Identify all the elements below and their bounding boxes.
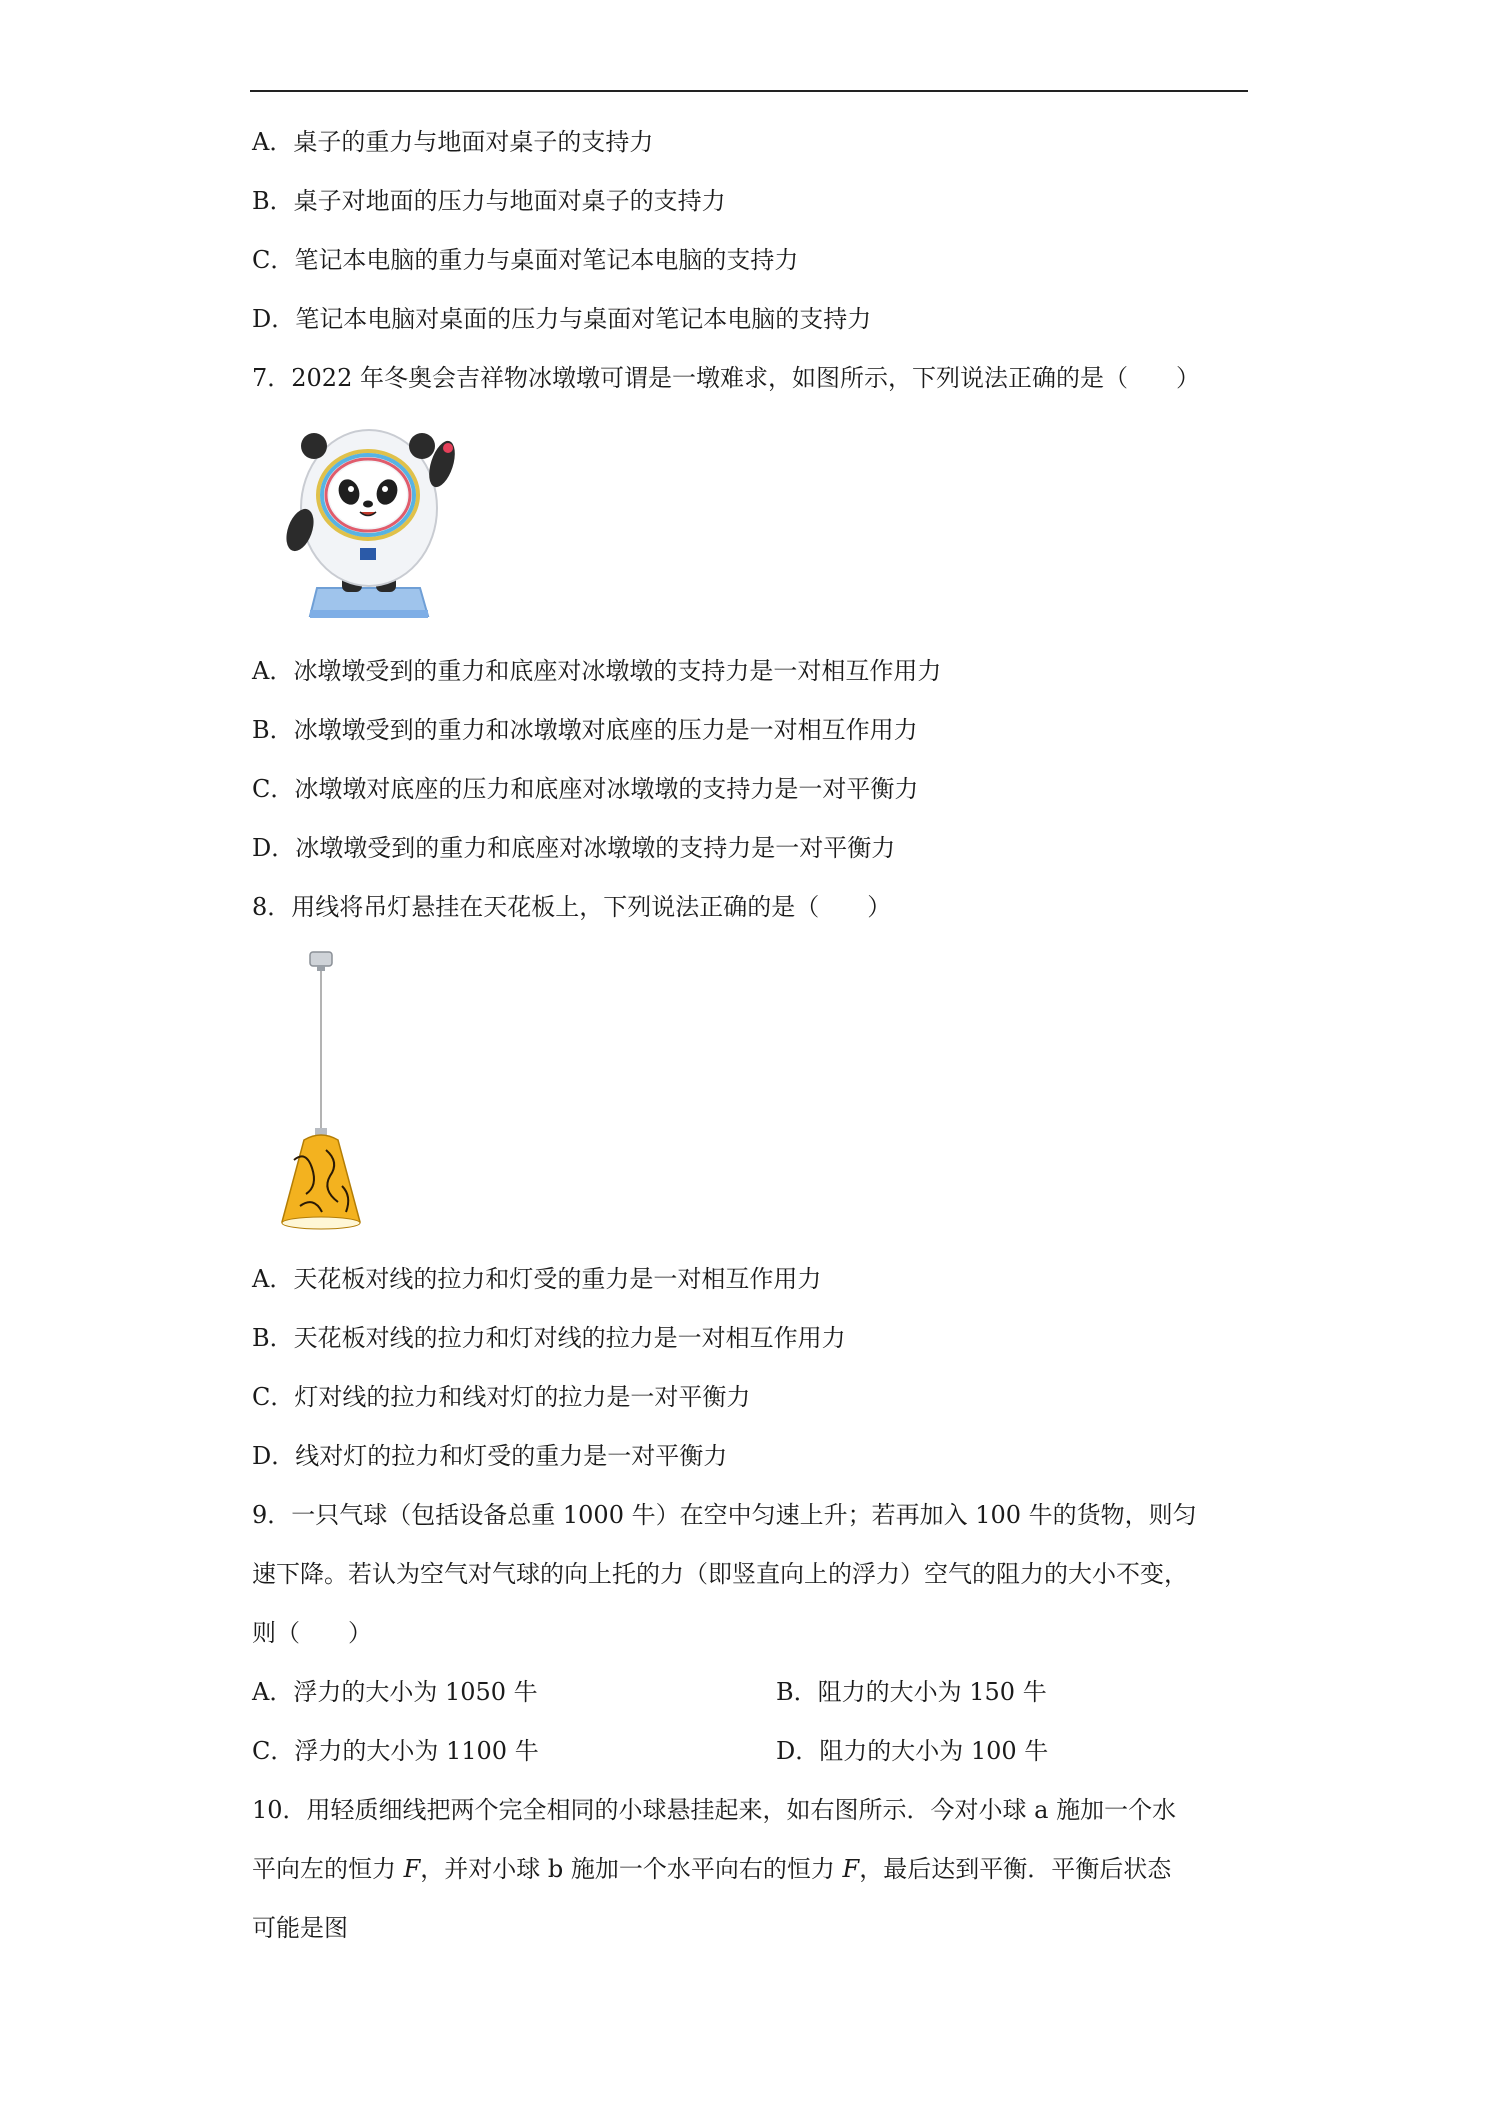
force-symbol: F [403,1855,421,1883]
q10-stem-part-a: 平向左的恒力 [252,1855,404,1883]
q10-stem-line-3: 可能是图 [252,1914,348,1942]
bing-dwen-dwen-figure [272,420,462,625]
q9-stem-line-2: 速下降。若认为空气对气球的向上托的力（即竖直向上的浮力）空气的阻力的大小不变， [252,1560,1188,1588]
q8-option-c[interactable]: C．灯对线的拉力和线对灯的拉力是一对平衡力 [252,1383,751,1411]
q9-stem-line-1: 9．一只气球（包括设备总重 1000 牛）在空中匀速上升；若再加入 100 牛的货物，则匀 [252,1501,1197,1529]
q7-option-a[interactable]: A．冰墩墩受到的重力和底座对冰墩墩的支持力是一对相互作用力 [252,657,942,685]
q6-option-d[interactable]: D．笔记本电脑对桌面的压力与桌面对笔记本电脑的支持力 [252,305,872,333]
q9-option-b[interactable]: B．阻力的大小为 150 牛 [776,1678,1047,1706]
q10-stem-line-2 [252,1854,1171,1884]
q8-option-b[interactable]: B．天花板对线的拉力和灯对线的拉力是一对相互作用力 [252,1324,846,1352]
force-symbol: F [842,1855,860,1883]
q8-stem: 8．用线将吊灯悬挂在天花板上，下列说法正确的是（ ） [252,893,892,921]
q9-option-a[interactable]: A．浮力的大小为 1050 牛 [252,1678,538,1706]
q6-option-c[interactable]: C．笔记本电脑的重力与桌面对笔记本电脑的支持力 [252,246,799,274]
q6-option-b[interactable]: B．桌子对地面的压力与地面对桌子的支持力 [252,187,726,215]
q7-option-b[interactable]: B．冰墩墩受到的重力和冰墩墩对底座的压力是一对相互作用力 [252,716,918,744]
q6-option-a[interactable]: A．桌子的重力与地面对桌子的支持力 [252,128,654,156]
q8-option-a[interactable]: A．天花板对线的拉力和灯受的重力是一对相互作用力 [252,1265,822,1293]
q7-option-c[interactable]: C．冰墩墩对底座的压力和底座对冰墩墩的支持力是一对平衡力 [252,775,919,803]
q9-stem-line-3: 则（ ） [252,1619,372,1647]
q10-stem-part-b: ，并对小球 b 施加一个水平向右的恒力 [420,1855,843,1883]
q8-option-d[interactable]: D．线对灯的拉力和灯受的重力是一对平衡力 [252,1442,728,1470]
header-rule [250,90,1248,92]
q7-option-d[interactable]: D．冰墩墩受到的重力和底座对冰墩墩的支持力是一对平衡力 [252,834,896,862]
q9-option-d[interactable]: D．阻力的大小为 100 牛 [776,1737,1049,1765]
q7-stem: 7．2022 年冬奥会吉祥物冰墩墩可谓是一墩难求，如图所示，下列说法正确的是（ ） [252,364,1200,392]
q10-stem-line-1: 10．用轻质细线把两个完全相同的小球悬挂起来，如右图所示．今对小球 a 施加一个水 [252,1796,1177,1824]
pendant-lamp-figure [270,950,380,1240]
q9-option-c[interactable]: C．浮力的大小为 1100 牛 [252,1737,539,1765]
q10-stem-part-c: ，最后达到平衡．平衡后状态 [859,1855,1172,1883]
